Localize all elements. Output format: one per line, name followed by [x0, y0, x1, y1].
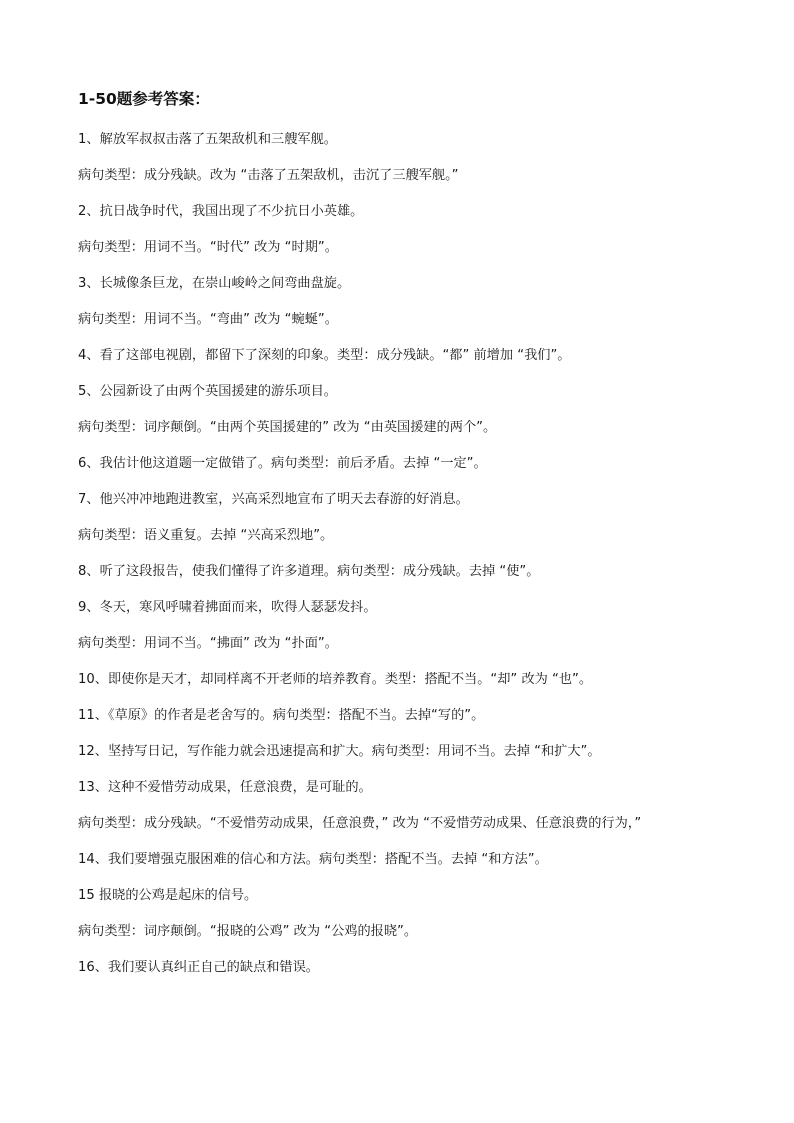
text-line-23: 病句类型：词序颠倒。“报晓的公鸡” 改为 “公鸡的报晓”。 — [78, 924, 418, 939]
text-line-1: 1、解放军叔叔击落了五架敌机和三艘军舰。 — [78, 132, 337, 147]
text-line-14: 9、冬天，寒风呼啸着拂面而来，吹得人瑟瑟发抖。 — [78, 600, 377, 615]
text-line-18: 12、坚持写日记，写作能力就会迅速提高和扩大。病句类型：用词不当。去掉 “和扩大”。 — [78, 744, 601, 759]
text-line-21: 14、我们要增强克服困难的信心和方法。病句类型：搭配不当。去掉 “和方法”。 — [78, 852, 548, 867]
text-line-8: 5、公园新设了由两个英国援建的游乐项目。 — [78, 384, 337, 399]
text-line-15: 病句类型：用词不当。“拂面” 改为 “扑面”。 — [78, 636, 338, 651]
text-line-19: 13、这种不爱惜劳动成果，任意浪费，是可耻的。 — [78, 780, 372, 795]
page-title: 1-50题参考答案： — [78, 90, 210, 108]
text-line-11: 7、他兴冲冲地跑进教室，兴高采烈地宣布了明天去春游的好消息。 — [78, 492, 469, 507]
text-line-16: 10、即使你是天才，却同样离不开老师的培养教育。类型：搭配不当。“却” 改为 “也”。 — [78, 672, 593, 687]
text-line-13: 8、听了这段报告，使我们懂得了许多道理。病句类型：成分残缺。去掉 “使”。 — [78, 564, 540, 579]
text-line-7: 4、看了这部电视剧，都留下了深刻的印象。类型：成分残缺。“都” 前增加 “我们”。 — [78, 348, 571, 363]
text-line-12: 病句类型：语义重复。去掉 “兴高采烈地”。 — [78, 528, 334, 543]
text-line-20: 病句类型：成分残缺。“不爱惜劳动成果，任意浪费，” 改为 “不爱惜劳动成果、任意浪费的行为，” — [78, 816, 642, 831]
text-line-3: 2、抗日战争时代，我国出现了不少抗日小英雄。 — [78, 204, 364, 219]
text-line-17: 11、《草原》的作者是老舍写的。病句类型：搭配不当。去掉“写的”。 — [78, 708, 485, 723]
text-line-5: 3、长城像条巨龙，在崇山峻岭之间弯曲盘旋。 — [78, 276, 351, 291]
text-line-2: 病句类型：成分残缺。改为 “击落了五架敌机，击沉了三艘军舰。” — [78, 168, 459, 183]
text-line-9: 病句类型：词序颠倒。“由两个英国援建的” 改为 “由英国援建的两个”。 — [78, 420, 497, 435]
text-line-10: 6、我估计他这道题一定做错了。病句类型：前后矛盾。去掉 “一定”。 — [78, 456, 487, 471]
text-line-24: 16、我们要认真纠正自己的缺点和错误。 — [78, 960, 319, 975]
text-line-4: 病句类型：用词不当。“时代” 改为 “时期”。 — [78, 240, 338, 255]
text-line-22: 15 报晓的公鸡是起床的信号。 — [78, 888, 258, 903]
answer-content — [78, 86, 738, 986]
text-line-6: 病句类型：用词不当。“弯曲” 改为 “蜿蜒”。 — [78, 312, 338, 327]
